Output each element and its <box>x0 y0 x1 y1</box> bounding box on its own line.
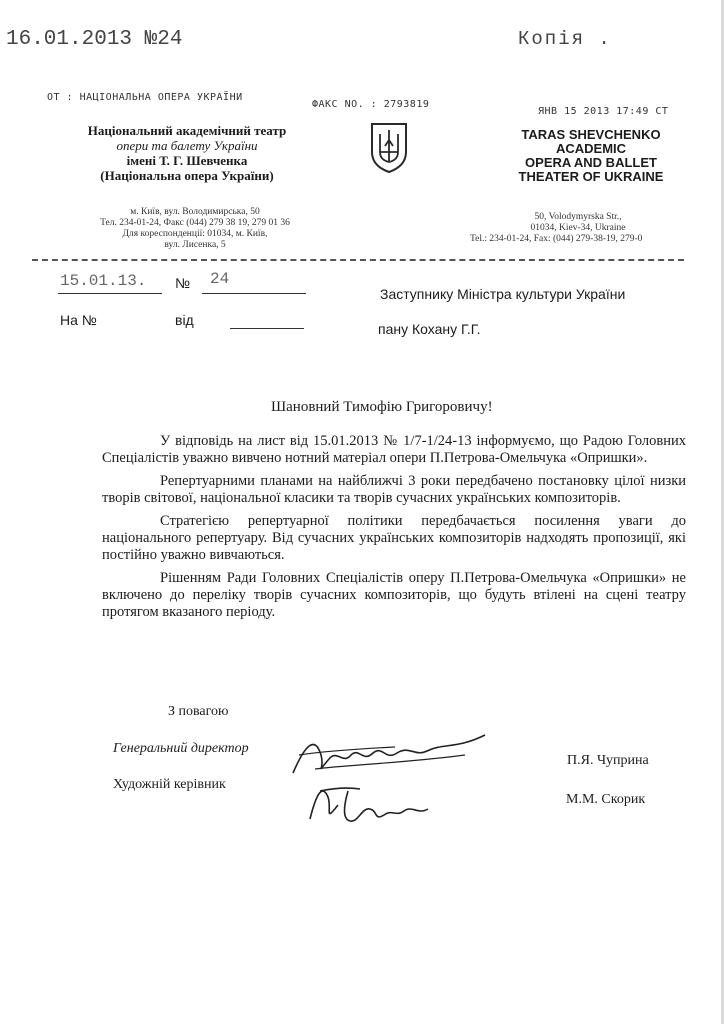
addressee-name: пану Кохану Г.Г. <box>378 321 481 337</box>
signature-art-director-icon <box>300 775 450 833</box>
address-line: Тел. 234-01-24, Факс (044) 279 38 19, 279 01 36 <box>100 218 290 228</box>
from-underline <box>230 328 304 329</box>
paragraph: У відповідь на лист від 15.01.2013 № 1/7-1/24-13 інформуємо, що Радою Головних Спеціалістів уважно вивчено нотний матеріал опери П.Петрова-Омельчука «Опришки». <box>102 433 686 466</box>
org-name-line-3: імені Т. Г. Шевченка <box>126 153 248 168</box>
address-ua <box>62 207 328 251</box>
org-name-en-line-3: OPERA AND BALLET <box>525 155 657 170</box>
letterhead-ua <box>62 123 312 183</box>
outgoing-number: 24 <box>210 270 230 288</box>
paragraph: Рішенням Ради Головних Спеціалістів оперу П.Петрова-Омельчука «Опришки» не включено до переліку творів сучасних композиторів, що будуть втілені на сцені театру протягом вказаного періоду. <box>102 570 686 620</box>
org-name-line-1: Національний академічний театр <box>87 123 287 138</box>
address-en <box>470 212 686 245</box>
org-name-en-line-2: ACADEMIC <box>555 141 627 156</box>
fax-from: ОТ : НАЦІОНАЛЬНА ОПЕРА УКРАЇНИ <box>47 92 243 103</box>
address-line: Tel.: 234-01-24, Fax: (044) 279-38-19, 279-0 <box>470 234 643 244</box>
handwritten-date-number: 16.01.2013 №24 <box>6 28 183 51</box>
address-line: м. Київ, вул. Володимирська, 50 <box>130 207 260 217</box>
in-reply-label: На № <box>60 312 97 328</box>
paragraph: Репертуарними планами на найближчі 3 роки передбачено постановку цілої низки творів світової, національної класики та творів сучасних українських композиторів. <box>102 473 686 506</box>
outgoing-date: 15.01.13. <box>60 272 147 290</box>
org-name-en-line-1: TARAS SHEVCHENKO <box>521 127 661 142</box>
signer-name-2: М.М. Скорик <box>566 792 646 807</box>
letterhead-en <box>496 128 686 184</box>
header-divider <box>32 259 684 261</box>
org-name-en-line-4: THEATER OF UKRAINE <box>518 169 664 184</box>
address-line: 01034, Kiev-34, Ukraine <box>530 223 626 233</box>
signer-role-1: Генеральний директор <box>113 741 249 756</box>
closing: З повагою <box>168 704 229 719</box>
letter-body <box>102 433 686 627</box>
address-line: вул. Лисенка, 5 <box>164 240 226 250</box>
addressee-title: Заступнику Міністра культури України <box>380 286 626 302</box>
number-underline <box>202 293 306 294</box>
handwritten-copy-mark: Копія . <box>518 28 612 50</box>
date-underline <box>58 293 162 294</box>
from-label: від <box>175 312 194 328</box>
salutation: Шановний Тимофію Григоровичу! <box>271 399 493 415</box>
fax-timestamp: ЯНВ 15 2013 17:49 СТ <box>538 106 669 117</box>
address-line: 50, Volodymyrska Str., <box>534 212 622 222</box>
fax-number: ФАКС NO. : 2793819 <box>312 99 430 110</box>
signer-role-2: Художній керівник <box>113 777 226 792</box>
coat-of-arms-icon <box>370 122 408 174</box>
number-label: № <box>175 275 191 291</box>
address-line: Для кореспонденції: 01034, м. Київ, <box>122 229 268 239</box>
org-name-line-4: (Національна опера України) <box>100 168 274 183</box>
org-name-line-2: опери та балету України <box>116 138 258 153</box>
signer-name-1: П.Я. Чуприна <box>567 753 649 768</box>
paragraph: Стратегією репертуарної політики передбачається посилення уваги до національного репертуару. Від сучасних українських композиторів надходять пропозиції, які постійно уважно вивчаються. <box>102 513 686 563</box>
